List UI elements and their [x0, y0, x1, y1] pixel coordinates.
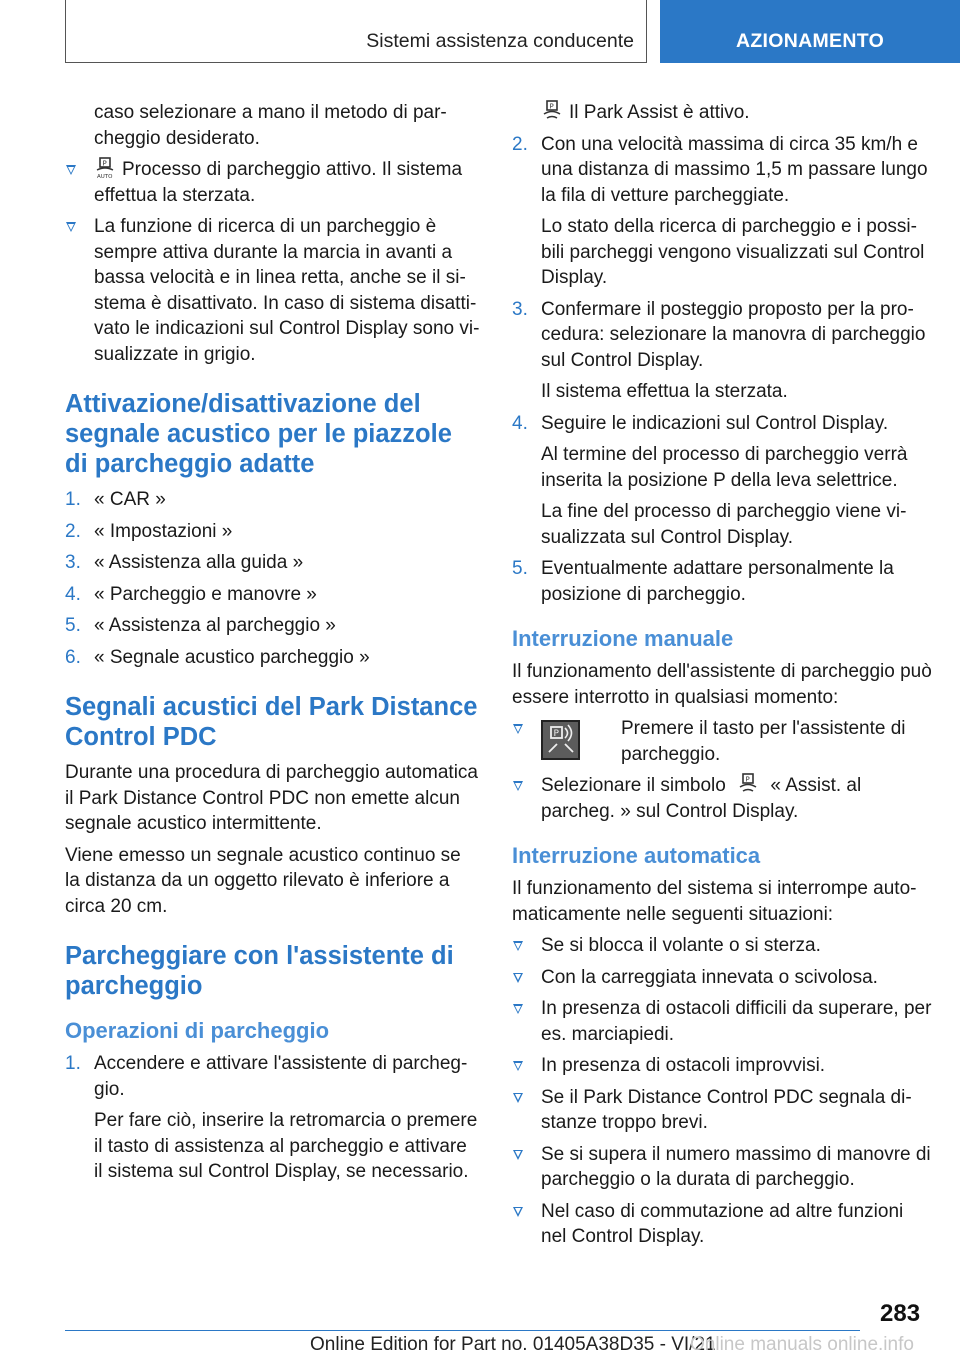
step-detail: Il sistema effettua la sterzata.: [541, 381, 788, 402]
park-assist-auto-icon: [94, 157, 116, 179]
list-item: Selezionare il simbolo P « Assist. al parcheg. » sul Control Display.: [512, 773, 932, 824]
list-item: [512, 1142, 932, 1193]
subheading-manual-interruption: Interruzione manuale: [512, 626, 734, 651]
step-number: 5.: [512, 558, 528, 579]
svg-text:AUTO: AUTO: [97, 174, 113, 179]
bullet-text: Se si supera il numero massimo di manovre di parcheggio o la durata di parcheggio.: [541, 1143, 931, 1190]
step-number: 4.: [65, 583, 81, 605]
triangle-bullet-icon: [513, 1150, 523, 1160]
header-chapter-box: [65, 0, 647, 63]
step-number: 3.: [65, 552, 81, 573]
step-detail: Al termine del processo di parcheggio verrà inserita la posizione P della leva selettrice.: [541, 444, 908, 491]
list-item: [512, 132, 932, 209]
triangle-bullet-icon: [513, 724, 523, 734]
step-number: 1.: [65, 489, 81, 510]
triangle-bullet-icon: [513, 781, 523, 791]
svg-text:P: P: [745, 775, 750, 784]
step-text: « Parcheggio e manovre »: [94, 583, 317, 605]
list-item: [512, 965, 932, 991]
step-text: Accendere e attivare l'assistente di parcheggio.: [94, 1053, 468, 1100]
step-detail: Per fare ciò, inserire la retromarcia o premere il tasto di assistenza al parcheggio e attivare il sistema sul Control Display, se necessario.: [94, 1110, 478, 1182]
chapter-title: Sistemi assistenza conducente: [366, 30, 634, 52]
heading-signal-activation: Attivazione/disattivazione del segnale acustico per le piazzole di parcheggio adatte: [65, 390, 452, 478]
auto-interruption-list: [512, 933, 932, 1250]
step-text: Eventualmente adattare personalmente la posizione di parcheggio.: [541, 558, 894, 605]
list-item: [512, 1199, 932, 1250]
step-text: Confermare il posteggio proposto per la procedura: selezionare la manovra di parcheggio sul Control Display.: [541, 298, 926, 371]
step-number: 2.: [512, 133, 528, 155]
step-text: Con una velocità massima di circa 35 km/h e una distanza di massimo 1,5 m passare lungo la fila di vetture parcheggiate.: [541, 133, 928, 206]
footer-divider: [65, 1330, 860, 1331]
auto-intro: Il funzionamento del sistema si interrompe automaticamente nelle seguenti situazioni:: [512, 878, 917, 925]
park-assist-active-icon: [541, 100, 563, 122]
step-detail: La fine del processo di parcheggio viene visualizzata sul Control Display.: [541, 501, 907, 548]
step-text: « Assistenza alla guida »: [94, 552, 304, 573]
triangle-bullet-icon: [513, 1207, 523, 1217]
svg-text:P: P: [553, 729, 559, 739]
pdc-paragraph-2: Viene emesso un segnale acustico continuo se la distanza da un oggetto rilevato è inferiore a circa 20 cm.: [65, 844, 461, 917]
step-number: 2.: [65, 520, 81, 542]
section-label: AZIONAMENTO: [735, 30, 885, 52]
subheading-automatic-interruption: Interruzione automatica: [512, 843, 761, 868]
list-item: [512, 1053, 932, 1079]
page-number: 283: [880, 1300, 921, 1327]
triangle-bullet-icon: [513, 973, 523, 983]
bullet-text: Se si blocca il volante o si sterza.: [541, 935, 821, 956]
list-item: [65, 550, 480, 576]
triangle-bullet-icon: [513, 941, 523, 951]
list-item: [512, 716, 932, 767]
bullet-text: Premere il tasto per l'assistente di parcheggio.: [621, 718, 906, 765]
bullet-text: Nel caso di commutazione ad altre funzioni nel Control Display.: [541, 1200, 904, 1247]
step-text: Seguire le indicazioni sul Control Display.: [541, 412, 889, 434]
list-item: [512, 996, 932, 1047]
heading-parking-assistant: Parcheggiare con l'assistente di parcheggio: [65, 942, 454, 1000]
right-column: [512, 100, 932, 1256]
step-number: 4.: [512, 412, 528, 434]
bullet-text: Processo di parcheggio attivo. Il sistema effettua la sterzata.: [94, 159, 463, 206]
step-number: 1.: [65, 1053, 81, 1074]
svg-text:P: P: [549, 102, 554, 111]
manual-intro: Il funzionamento dell'assistente di parcheggio può essere interrotto in qualsiasi momento:: [512, 661, 932, 708]
list-item: [65, 1051, 480, 1102]
subheading-operations: Operazioni di parcheggio: [65, 1018, 330, 1043]
step-text: « CAR »: [94, 489, 166, 510]
bullet-text: La funzione di ricerca di un parcheggio è sempre attiva durante la marcia in avanti a bassa velocità e in linea retta, anche se il sistema è disattivato. In caso di sistema disattivato le indicazioni sul Control Display sono visualizzate in grigio.: [94, 216, 480, 365]
header-section-tab: [660, 0, 960, 63]
list-item: [65, 214, 480, 367]
triangle-bullet-icon: [513, 1061, 523, 1071]
step-detail: Lo stato della ricerca di parcheggio e i possibili parcheggi vengono visualizzati sul Control Display.: [541, 216, 925, 288]
park-assist-active-icon: [737, 773, 759, 795]
list-item: [65, 487, 480, 513]
park-assist-button-icon: [541, 720, 580, 760]
bullet-text: Con la carreggiata innevata o scivolosa.: [541, 966, 878, 988]
list-item: [512, 411, 932, 437]
list-item: [65, 157, 480, 208]
list-item: [65, 645, 480, 671]
list-item: [512, 933, 932, 959]
step-number: 6.: [65, 646, 81, 668]
list-item: [512, 556, 932, 607]
list-item: [65, 613, 480, 639]
triangle-bullet-icon: [513, 1093, 523, 1103]
list-item: [512, 297, 932, 374]
bullet-text: Se il Park Distance Control PDC segnala distanze troppo brevi.: [541, 1086, 912, 1133]
triangle-bullet-icon: [66, 165, 76, 175]
triangle-bullet-icon: [66, 222, 76, 232]
step-text: « Segnale acustico parcheggio »: [94, 646, 370, 668]
step-number: 3.: [512, 298, 528, 320]
assist-active-line: P Il Park Assist è attivo.: [512, 100, 932, 126]
bullet-text: In presenza di ostacoli difficili da superare, per es. marciapiedi.: [541, 998, 932, 1045]
watermark: Online manuals online.info: [690, 1334, 914, 1355]
heading-pdc-signals: Segnali acustici del Park Distance Control PDC: [65, 693, 478, 751]
list-item: [512, 1085, 932, 1136]
list-item: [65, 519, 480, 545]
triangle-bullet-icon: [513, 1004, 523, 1014]
step-text: « Impostazioni »: [94, 520, 233, 542]
list-item: [65, 582, 480, 608]
pdc-paragraph-1: Durante una procedura di parcheggio automatica il Park Distance Control PDC non emette alcun segnale acustico intermittente.: [65, 762, 478, 834]
bullet-text: In presenza di ostacoli improvvisi.: [541, 1055, 826, 1076]
step-text: « Assistenza al parcheggio »: [94, 615, 336, 636]
svg-text:P: P: [102, 159, 107, 168]
edition-info: Online Edition for Part no. 01405A38D35 - VI/21: [310, 1334, 716, 1355]
step-number: 5.: [65, 615, 81, 636]
intro-text: caso selezionare a mano il metodo di parcheggio desiderato.: [94, 102, 447, 149]
settings-steps-list: [65, 487, 480, 670]
left-column: [65, 100, 480, 1191]
